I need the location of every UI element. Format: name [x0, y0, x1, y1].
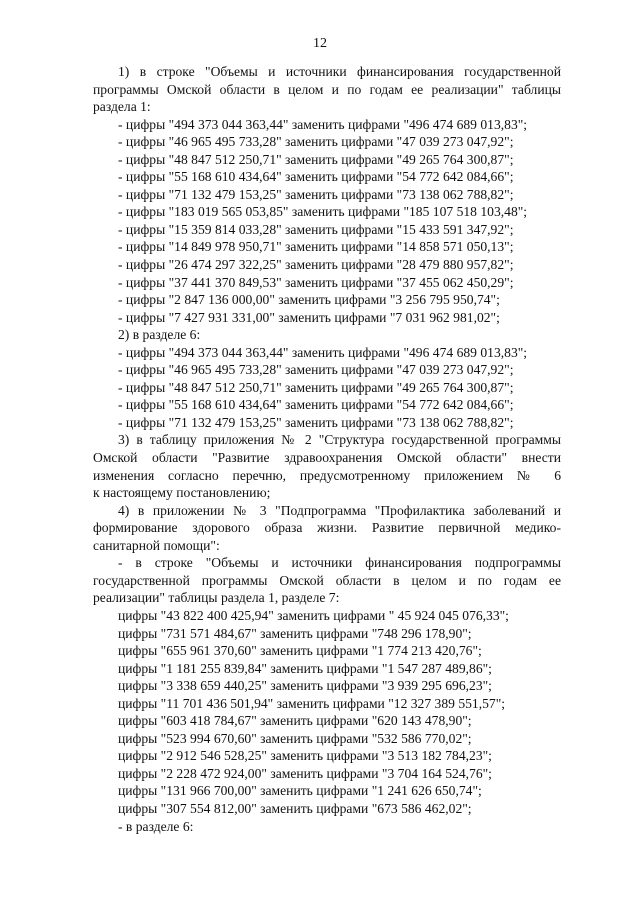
paragraph-line: формирование здорового образа жизни. Развитие первичной медико- [93, 520, 561, 536]
paragraph-line: реализации" таблицы раздела 1, разделе 7: [93, 590, 340, 606]
list-item: - цифры "55 168 610 434,64" заменить цифрами "54 772 642 084,66"; [118, 169, 514, 185]
list-item: цифры "731 571 484,67" заменить цифрами "748 296 178,90"; [118, 625, 472, 641]
list-item: - цифры "15 359 814 033,28" заменить цифрами "15 433 591 347,92"; [118, 221, 514, 237]
list-item: - цифры "55 168 610 434,64" заменить цифрами "54 772 642 084,66"; [118, 397, 514, 413]
list-item: цифры "2 228 472 924,00" заменить цифрами "3 704 164 524,76"; [118, 765, 492, 781]
list-item: - цифры "494 373 044 363,44" заменить цифрами "496 474 689 013,83"; [118, 344, 528, 360]
paragraph-line: Омской области "Развитие здравоохранения Омской области" внести [93, 450, 561, 466]
paragraph-line: раздела 1: [93, 99, 151, 115]
document-body [93, 63, 561, 835]
list-item: - цифры "26 474 297 322,25" заменить цифрами "28 479 880 957,82"; [118, 257, 514, 273]
list-item: цифры "3 338 659 440,25" заменить цифрами "3 939 295 696,23"; [118, 678, 492, 694]
list-item: - цифры "14 849 978 950,71" заменить цифрами "14 858 571 050,13"; [118, 239, 514, 255]
list-item: цифры "307 554 812,00" заменить цифрами "673 586 462,02"; [118, 800, 472, 816]
list-item: цифры "131 966 700,00" заменить цифрами "1 241 626 650,74"; [118, 783, 482, 799]
list-item: - цифры "37 441 370 849,53" заменить цифрами "37 455 062 450,29"; [118, 274, 514, 290]
page-number: 12 [313, 36, 327, 51]
list-item: цифры "11 701 436 501,94" заменить цифрами "12 327 389 551,57"; [118, 695, 506, 711]
list-item: цифры "603 418 784,67" заменить цифрами "620 143 478,90"; [118, 713, 472, 729]
paragraph-line: к настоящему постановлению; [93, 485, 271, 501]
list-item: цифры "2 912 546 528,25" заменить цифрами "3 513 182 784,23"; [118, 748, 492, 764]
list-item: цифры "43 822 400 425,94" заменить цифрами " 45 924 045 076,33"; [118, 607, 509, 623]
paragraph-line: изменения согласно перечню, предусмотренному приложением № 6 [93, 467, 561, 483]
paragraph-line: 4) в приложении № 3 "Подпрограмма "Профилактика заболеваний и [118, 502, 561, 518]
paragraph-line: - в строке "Объемы и источники финансирования подпрограммы [118, 555, 561, 571]
list-item: - цифры "2 847 136 000,00" заменить цифрами "3 256 795 950,74"; [118, 292, 500, 308]
list-item: - цифры "46 965 495 733,28" заменить цифрами "47 039 273 047,92"; [118, 362, 514, 378]
list-item: - цифры "7 427 931 331,00" заменить цифрами "7 031 962 981,02"; [118, 309, 500, 325]
paragraph-line: 1) в строке "Объемы и источники финансирования государственной [118, 64, 561, 79]
list-item: - цифры "46 965 495 733,28" заменить цифрами "47 039 273 047,92"; [118, 134, 514, 150]
paragraph-line: 2) в разделе 6: [118, 327, 201, 343]
list-item: - цифры "183 019 565 053,85" заменить цифрами "185 107 518 103,48"; [118, 204, 528, 220]
list-item: цифры "523 994 670,60" заменить цифрами "532 586 770,02"; [118, 730, 472, 746]
paragraph-line: - в разделе 6: [118, 818, 194, 834]
list-item: - цифры "48 847 512 250,71" заменить цифрами "49 265 764 300,87"; [118, 151, 514, 167]
list-item: - цифры "48 847 512 250,71" заменить цифрами "49 265 764 300,87"; [118, 379, 514, 395]
paragraph-line: государственной программы Омской области в целом и по годам ее [93, 572, 561, 588]
paragraph-line: 3) в таблицу приложения № 2 "Структура государственной программы [118, 432, 561, 448]
list-item: - цифры "494 373 044 363,44" заменить цифрами "496 474 689 013,83"; [118, 116, 528, 132]
list-item: - цифры "71 132 479 153,25" заменить цифрами "73 138 062 788,82"; [118, 186, 514, 202]
list-item: цифры "655 961 370,60" заменить цифрами "1 774 213 420,76"; [118, 643, 482, 659]
paragraph-line: программы Омской области в целом и по годам ее реализации" таблицы [93, 81, 561, 97]
paragraph-line: санитарной помощи": [93, 537, 220, 553]
list-item: - цифры "71 132 479 153,25" заменить цифрами "73 138 062 788,82"; [118, 414, 514, 430]
list-item: цифры "1 181 255 839,84" заменить цифрами "1 547 287 489,86"; [118, 660, 492, 676]
